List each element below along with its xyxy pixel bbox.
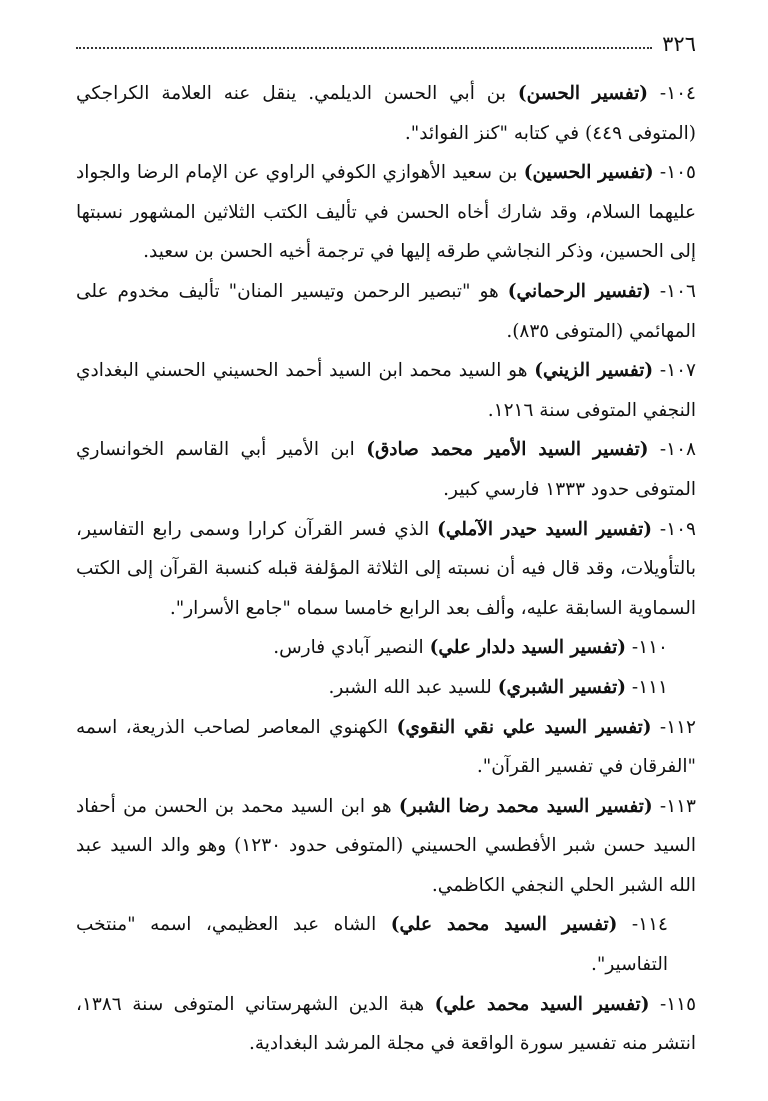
entry-108 <box>76 430 696 509</box>
entry-text: هو ابن السيد محمد بن الحسن من أحفاد السيد حسن شبر الأفطسي الحسيني (المتوفى حدود ١٢٣٠) وهو والد السيد عبد الله الشبر الحلي النجفي الكاظمي. <box>76 795 696 896</box>
header-dotted-rule <box>76 47 652 49</box>
entry-title: (تفسير الشبري) <box>497 676 627 698</box>
entry-title: (تفسير السيد محمد رضا الشبر) <box>398 795 653 817</box>
entry-110 <box>76 628 696 668</box>
entry-text: الكهنوي المعاصر لصاحب الذريعة، اسمه "الفرقان في تفسير القرآن". <box>76 716 696 778</box>
entry-text: بن سعيد الأهوازي الكوفي الراوي عن الإمام الرضا والجواد عليهما السلام، وقد شارك أخاه الحسن في تأليف الكتب الثلاثين المشهور نسبتها إلى الحسين، وذكر النجاشي طرقه إليها في ترجمة أخيه الحسن بن سعيد. <box>76 162 696 263</box>
entry-number: ١١٥- <box>659 993 697 1015</box>
entry-title: (تفسير السيد علي نقي النقوي) <box>396 716 652 738</box>
entry-text: هبة الدين الشهرستاني المتوفى سنة ١٣٨٦، انتشر منه تفسير سورة الواقعة في مجلة المرشد البغدادية. <box>76 993 696 1055</box>
entry-title: (تفسير الحسن) <box>517 83 648 104</box>
entry-number: ١٠٧- <box>659 360 696 382</box>
entry-title: (تفسير السيد دلدار علي) <box>429 637 627 659</box>
entry-text: النصير آبادي فارس. <box>273 637 424 659</box>
entry-105 <box>76 153 696 272</box>
entry-number: ١٠٦- <box>659 280 696 302</box>
entry-text: بن أبي الحسن الديلمي. ينقل عنه العلامة الكراجكي (المتوفى ٤٤٩) في كتابه "كنز الفوائد". <box>76 83 696 144</box>
entry-107 <box>76 351 696 430</box>
entry-112 <box>76 708 696 787</box>
page-header <box>76 22 696 66</box>
entry-number: ١٠٤- <box>659 83 696 104</box>
entry-number: ١٠٨- <box>659 439 696 461</box>
entry-text: الذي فسر القرآن كرارا وسمى رابع التفاسير، بالتأويلات، وقد قال فيه أن نسبته إلى الثلاثة المؤلفة قبله كنسبة القرآن إلى الكتب السماوية السابقة عليه، وألف بعد الرابع خامسا سماه "جامع الأسرار". <box>76 518 696 619</box>
page-number: ٣٢٦ <box>662 32 696 56</box>
entry-number: ١١٢- <box>659 716 696 738</box>
entry-text: هو السيد محمد ابن السيد أحمد الحسيني الحسني البغدادي النجفي المتوفى سنة ١٢١٦. <box>76 360 696 421</box>
entry-title: (تفسير السيد محمد علي) <box>434 993 650 1015</box>
entry-number: ١١٣- <box>659 795 696 817</box>
entry-text: للسيد عبد الله الشبر. <box>328 676 492 698</box>
entry-list <box>76 74 696 1064</box>
entry-111 <box>76 668 696 708</box>
entry-109 <box>76 510 696 629</box>
entry-104 <box>76 74 696 153</box>
entry-text: ابن الأمير أبي القاسم الخوانساري المتوفى حدود ١٣٣٣ فارسي كبير. <box>76 439 696 500</box>
entry-number: ١١٠- <box>631 637 668 659</box>
document-page <box>76 22 696 1064</box>
entry-title: (تفسير الحسين) <box>523 162 654 184</box>
entry-number: ١١١- <box>631 676 668 698</box>
entry-number: ١١٤- <box>631 914 668 936</box>
entry-text: هو "تبصير الرحمن وتيسير المنان" تأليف مخدوم على المهائمي (المتوفى ٨٣٥). <box>76 280 696 342</box>
entry-title: (تفسير الرحماني) <box>507 280 651 302</box>
entry-115 <box>76 985 696 1064</box>
entry-title: (تفسير الزيني) <box>534 360 654 382</box>
entry-113 <box>76 787 696 906</box>
entry-number: ١٠٥- <box>659 162 696 184</box>
entry-title: (تفسير السيد محمد علي) <box>390 914 618 936</box>
entry-106 <box>76 272 696 351</box>
entry-number: ١٠٩- <box>659 518 696 540</box>
entry-114 <box>76 905 696 984</box>
entry-title: (تفسير السيد الأمير محمد صادق) <box>366 439 649 461</box>
entry-text: الشاه عبد العظيمي، اسمه "منتخب التفاسير". <box>76 914 668 976</box>
entry-title: (تفسير السيد حيدر الآملي) <box>437 518 653 540</box>
